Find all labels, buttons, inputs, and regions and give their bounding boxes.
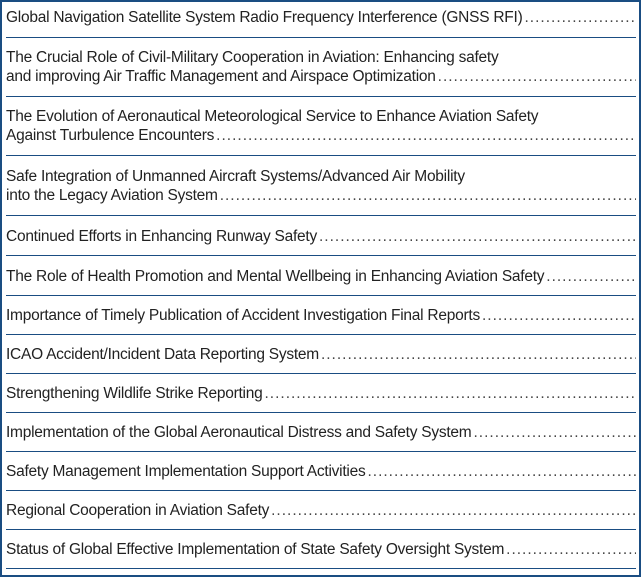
dot-leader	[506, 540, 636, 559]
toc-frame	[2, 2, 639, 575]
toc-item-effective-implementation[interactable]	[6, 540, 636, 569]
dot-leader	[546, 267, 636, 286]
dot-leader	[473, 423, 636, 442]
toc-item-adrep[interactable]	[6, 345, 636, 374]
toc-item-health-promotion[interactable]	[6, 267, 636, 296]
toc-item-gadss[interactable]	[6, 423, 636, 452]
toc-item-title: The Crucial Role of Civil-Military Cooperation in Aviation: Enhancing safety	[6, 49, 499, 66]
dot-leader	[321, 345, 636, 364]
toc-item-title-cont: and improving Air Traffic Management and Airspace Optimization	[6, 68, 436, 85]
table-of-contents	[2, 2, 639, 575]
dot-leader	[220, 186, 636, 205]
dot-leader	[438, 67, 636, 86]
toc-item-title: Continued Efforts in Enhancing Runway Safety	[6, 228, 317, 245]
toc-item-title: Regional Cooperation in Aviation Safety	[6, 502, 270, 519]
dot-leader	[482, 306, 636, 325]
toc-item-title-cont: Against Turbulence Encounters	[6, 127, 215, 144]
toc-item-title: Implementation of the Global Aeronautical Distress and Safety System	[6, 424, 472, 441]
toc-item-title: Safe Integration of Unmanned Aircraft Systems/Advanced Air Mobility	[6, 168, 465, 185]
toc-item-title: Strengthening Wildlife Strike Reporting	[6, 385, 263, 402]
dot-leader	[216, 126, 636, 145]
toc-item-gnss-rfi[interactable]	[6, 8, 636, 38]
toc-item-title: The Evolution of Aeronautical Meteorological Service to Enhance Aviation Safety	[6, 108, 539, 125]
toc-item-title-cont: into the Legacy Aviation System	[6, 187, 218, 204]
toc-item-uas-aam[interactable]	[6, 167, 636, 216]
toc-item-accident-reports[interactable]	[6, 306, 636, 335]
dot-leader	[367, 462, 636, 481]
toc-item-met-service[interactable]	[6, 107, 636, 156]
dot-leader	[271, 501, 636, 520]
toc-item-title: Importance of Timely Publication of Accident Investigation Final Reports	[6, 307, 480, 324]
toc-item-runway-safety[interactable]	[6, 227, 636, 256]
toc-item-title: ICAO Accident/Incident Data Reporting System	[6, 346, 319, 363]
toc-item-title: The Role of Health Promotion and Mental Wellbeing in Enhancing Aviation Safety	[6, 268, 545, 285]
toc-item-sms-support[interactable]	[6, 462, 636, 491]
toc-item-title: Status of Global Effective Implementation of State Safety Oversight System	[6, 541, 505, 558]
toc-item-wildlife-strike[interactable]	[6, 384, 636, 413]
dot-leader	[319, 227, 636, 246]
toc-item-regional-cooperation[interactable]	[6, 501, 636, 530]
toc-item-title: Global Navigation Satellite System Radio Frequency Interference (GNSS RFI)	[6, 9, 523, 26]
toc-item-title: Safety Management Implementation Support Activities	[6, 463, 366, 480]
dot-leader	[524, 8, 636, 27]
toc-item-civil-military[interactable]	[6, 48, 636, 97]
dot-leader	[264, 384, 636, 403]
